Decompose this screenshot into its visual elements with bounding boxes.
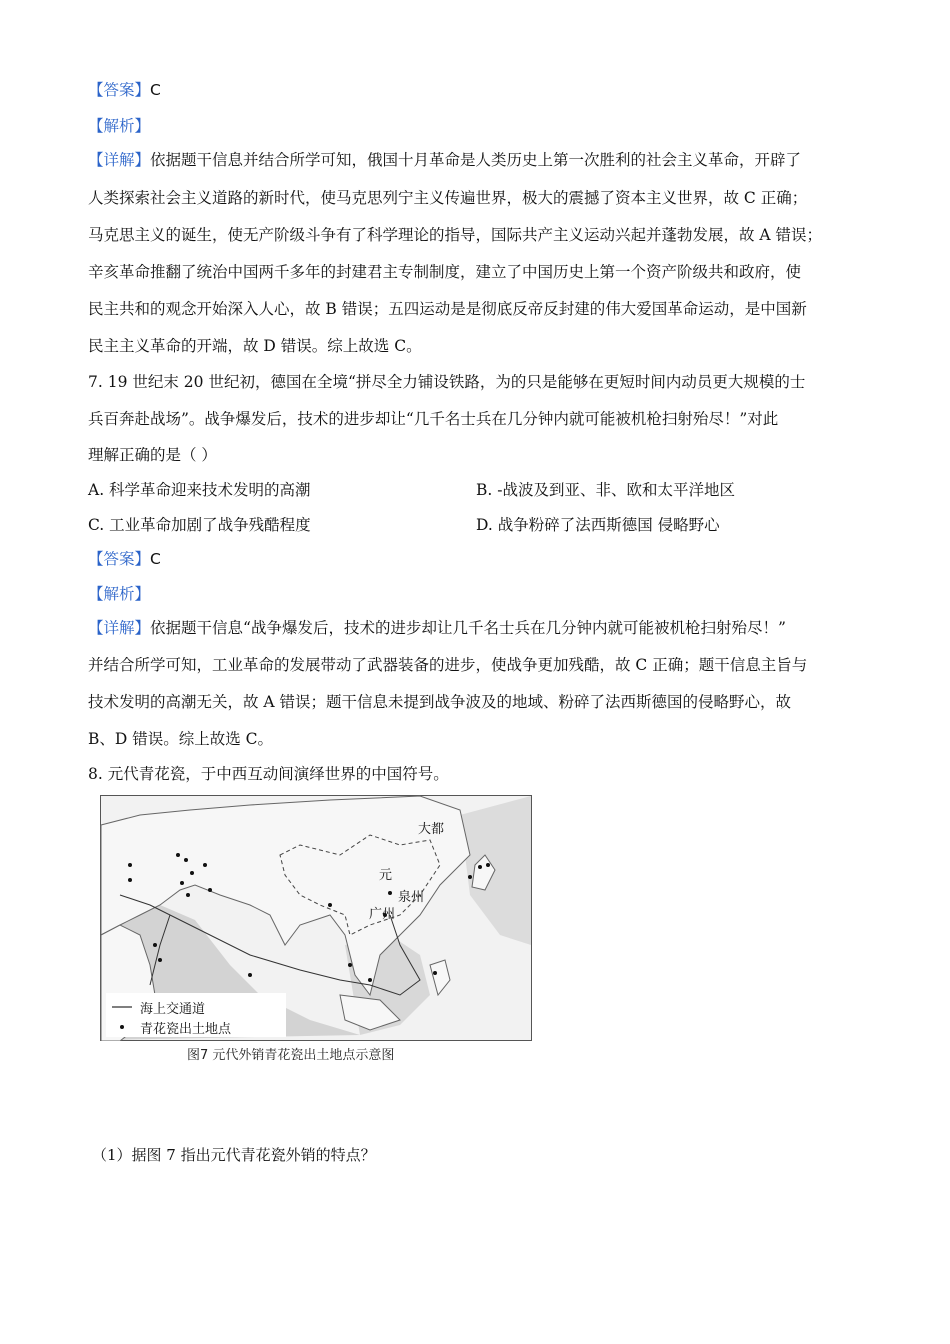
q7-option-c: C. 工业革命加剧了战争残酷程度 — [88, 516, 311, 534]
q6-detail-line-6: 民主主义革命的开端，故 D 错误。综上故选 C。 — [88, 337, 422, 355]
legend-label-sea-route: 海上交通道 — [140, 1002, 206, 1017]
legend-site-swatch — [120, 1025, 124, 1029]
q6-answer — [88, 80, 161, 100]
q6-detail-line-4: 辛亥革命推翻了统治中国两千多年的封建君主专制制度，建立了中国历史上第一个资产阶级共和政府，使 — [88, 263, 802, 281]
detail-tag: 【详解】 — [88, 619, 151, 637]
q7-detail-line-2: 并结合所学可知，工业革命的发展带动了武器装备的进步，使战争更加残酷，故 C 正确；题干信息主旨与 — [88, 656, 808, 674]
analysis-tag: 【解析】 — [88, 117, 151, 135]
analysis-tag: 【解析】 — [88, 585, 151, 603]
answer-tag: 【答案】 — [88, 81, 151, 99]
map-caption: 图7 元代外销青花瓷出土地点示意图 — [187, 1048, 395, 1063]
detail-text: 依据题干信息“战争爆发后，技术的进步却让几千名士兵在几分钟内就可能被机枪扫射殆尽！” — [150, 619, 786, 637]
q7-option-b: B. -战波及到亚、非、欧和太平洋地区 — [476, 481, 735, 499]
q6-detail-line-5: 民主共和的观念开始深入人心，故 B 错误；五四运动是是彻底反帝反封建的伟大爱国革命运动，是中国新 — [88, 300, 807, 318]
q7-option-a: A. 科学革命迎来技术发明的高潮 — [88, 481, 311, 499]
detail-text: 依据题干信息并结合所学可知，俄国十月革命是人类历史上第一次胜利的社会主义革命，开辟了 — [150, 151, 802, 169]
q7-detail-line-4: B、D 错误。综上故选 C。 — [88, 730, 274, 748]
q7-analysis-heading — [88, 584, 150, 604]
q6-detail-line-3: 马克思主义的诞生，使无产阶级斗争有了科学理论的指导，国际共产主义运动兴起并蓬勃发展，故 A 错误； — [88, 226, 823, 244]
q8-stem: 8. 元代青花瓷，于中西互动间演绎世界的中国符号。 — [88, 765, 449, 783]
q6-detail-line-2: 人类探索社会主义道路的新时代，使马克思列宁主义传遍世界，极大的震撼了资本主义世界，故 C 正确； — [88, 189, 808, 207]
q7-stem-line-2: 兵百奔赴战场”。战争爆发后，技术的进步却让“几千名士兵在几分钟内就可能被机枪扫射殆尽！”对此 — [88, 410, 779, 428]
q7-detail-line-3: 技术发明的高潮无关，故 A 错误；题干信息未提到战争波及的地域、粉碎了法西斯德国的侵略野心，故 — [88, 693, 792, 711]
map-label-yuan: 元 — [379, 868, 393, 883]
legend-label-sites: 青花瓷出土地点 — [140, 1022, 232, 1037]
q6-detail-line-1 — [88, 150, 801, 170]
map-label-dadu: 大都 — [418, 822, 445, 837]
detail-tag: 【详解】 — [88, 151, 151, 169]
q7-stem-line-3: 理解正确的是（ ） — [88, 446, 217, 464]
q7-answer — [88, 549, 161, 569]
q6-analysis-heading — [88, 116, 150, 136]
q8-subquestion-1: （1）据图 7 指出元代青花瓷外销的特点？ — [92, 1146, 376, 1164]
answer-tag: 【答案】 — [88, 550, 151, 568]
q7-option-d: D. 战争粉碎了法西斯德国 侵略野心 — [476, 516, 720, 534]
q7-stem-line-1: 7. 19 世纪末 20 世纪初，德国在全境“拼尽全力铺设铁路，为的只是能够在更短时间内动员更大规模的士 — [88, 373, 806, 391]
q7-detail-line-1 — [88, 618, 786, 638]
answer-value: C — [150, 550, 161, 568]
map-label-quanzhou: 泉州 — [398, 890, 425, 905]
map-label-guangzhou: 广州 — [369, 907, 396, 922]
answer-value: C — [150, 81, 161, 99]
